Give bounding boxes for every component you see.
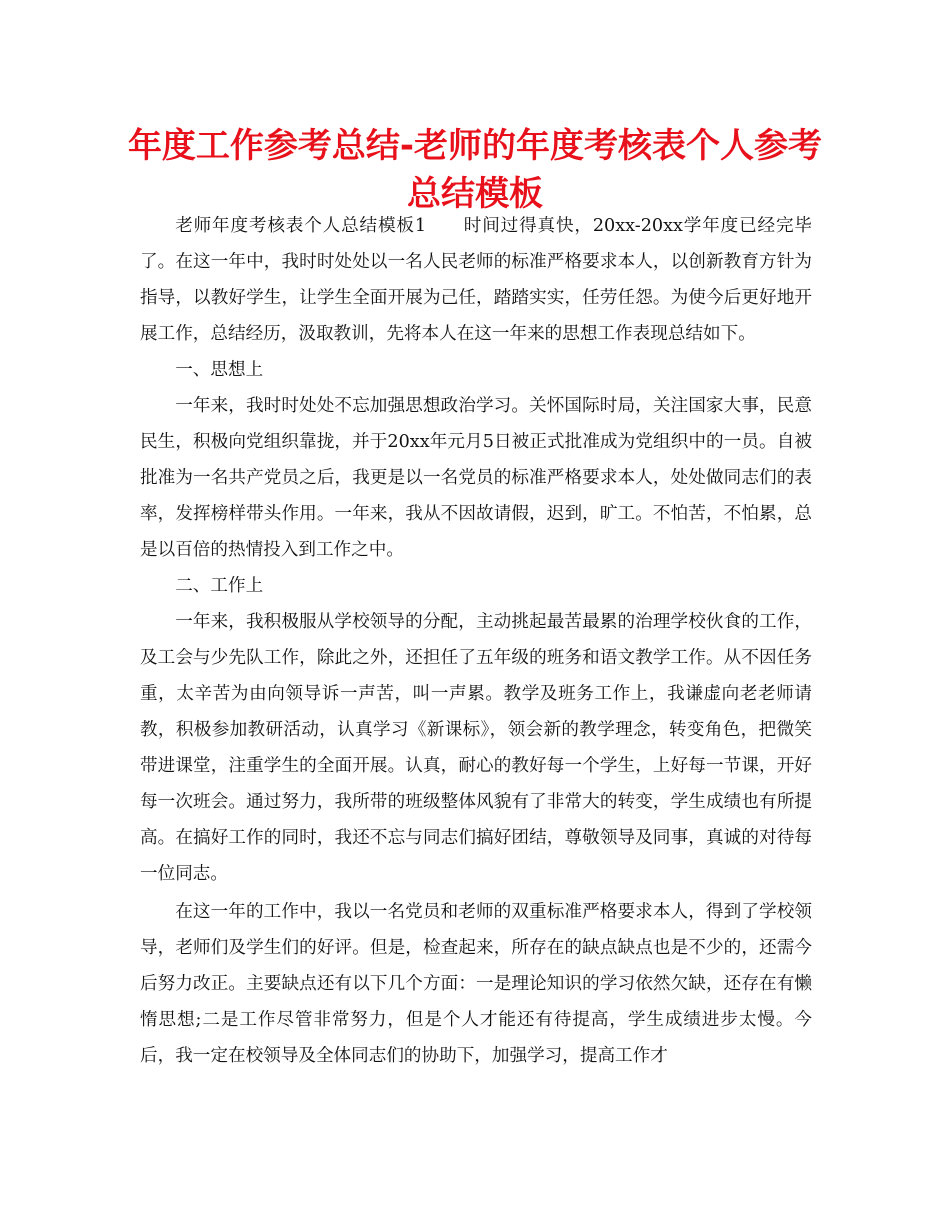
paragraph-shortcomings: 在这一年的工作中，我以一名党员和老师的双重标准严格要求本人，得到了学校领导，老师们及学生们的好评。但是，检查起来，所存在的缺点缺点也是不少的，还需今后努力改正。主要缺点还有以下几个方面：一是理论知识的学习依然欠缺，还存在有懒惰思想;二是工作尽管非常努力，但是个人才能还有待提高，学生成绩进步太慢。今后，我一定在校领导及全体同志们的协助下，加强学习，提高工作才 xyxy=(140,902,812,1066)
heading-ideology: 一、思想上 xyxy=(175,360,264,380)
paragraph-work: 一年来，我积极服从学校领导的分配，主动挑起最苦最累的治理学校伙食的工作，及工会与少先队工作，除此之外，还担任了五年级的班务和语文教学工作。从不因任务重，太辛苦为由向领导诉一声苦，叫一声累。教学及班务工作上，我谦虚向老老师请教，积极参加教研活动，认真学习《新课标》，领会新的教学理念，转变角色，把微笑带进课堂，注重学生的全面开展。认真，耐心的教好每一个学生，上好每一节课，开好每一次班会。通过努力，我所带的班级整体风貌有了非常大的转变，学生成绩也有所提高。在搞好工作的同时，我还不忘与同志们搞好团结，尊敬领导及同事，真诚的对待每一位同志。 xyxy=(140,612,812,884)
paragraph-ideology: 一年来，我时时处处不忘加强思想政治学习。关怀国际时局，关注国家大事，民意民生，积极向党组织靠拢，并于20xx年元月5日被正式批准成为党组织中的一员。自被批准为一名共产党员之后，我更是以一名党员的标准严格要求本人，处处做同志们的表率，发挥榜样带头作用。一年来，我从不因故请假，迟到，旷工。不怕苦，不怕累，总是以百倍的热情投入到工作之中。 xyxy=(140,396,812,560)
document-body xyxy=(140,208,812,1074)
document-title: 年度工作参考总结-老师的年度考核表个人参考总结模板 xyxy=(127,126,823,214)
paragraph-intro: 老师年度考核表个人总结模板1 时间过得真快，20xx-20xx学年度已经完毕了。在这一年中，我时时处处以一名人民老师的标准严格要求本人，以创新教育方针为指导，以教好学生，让学生全面开展为己任，踏踏实实，任劳任怨。为使今后更好地开展工作，总结经历，汲取教训，先将本人在这一年来的思想工作表现总结如下。 xyxy=(140,216,812,344)
heading-work: 二、工作上 xyxy=(175,576,264,596)
